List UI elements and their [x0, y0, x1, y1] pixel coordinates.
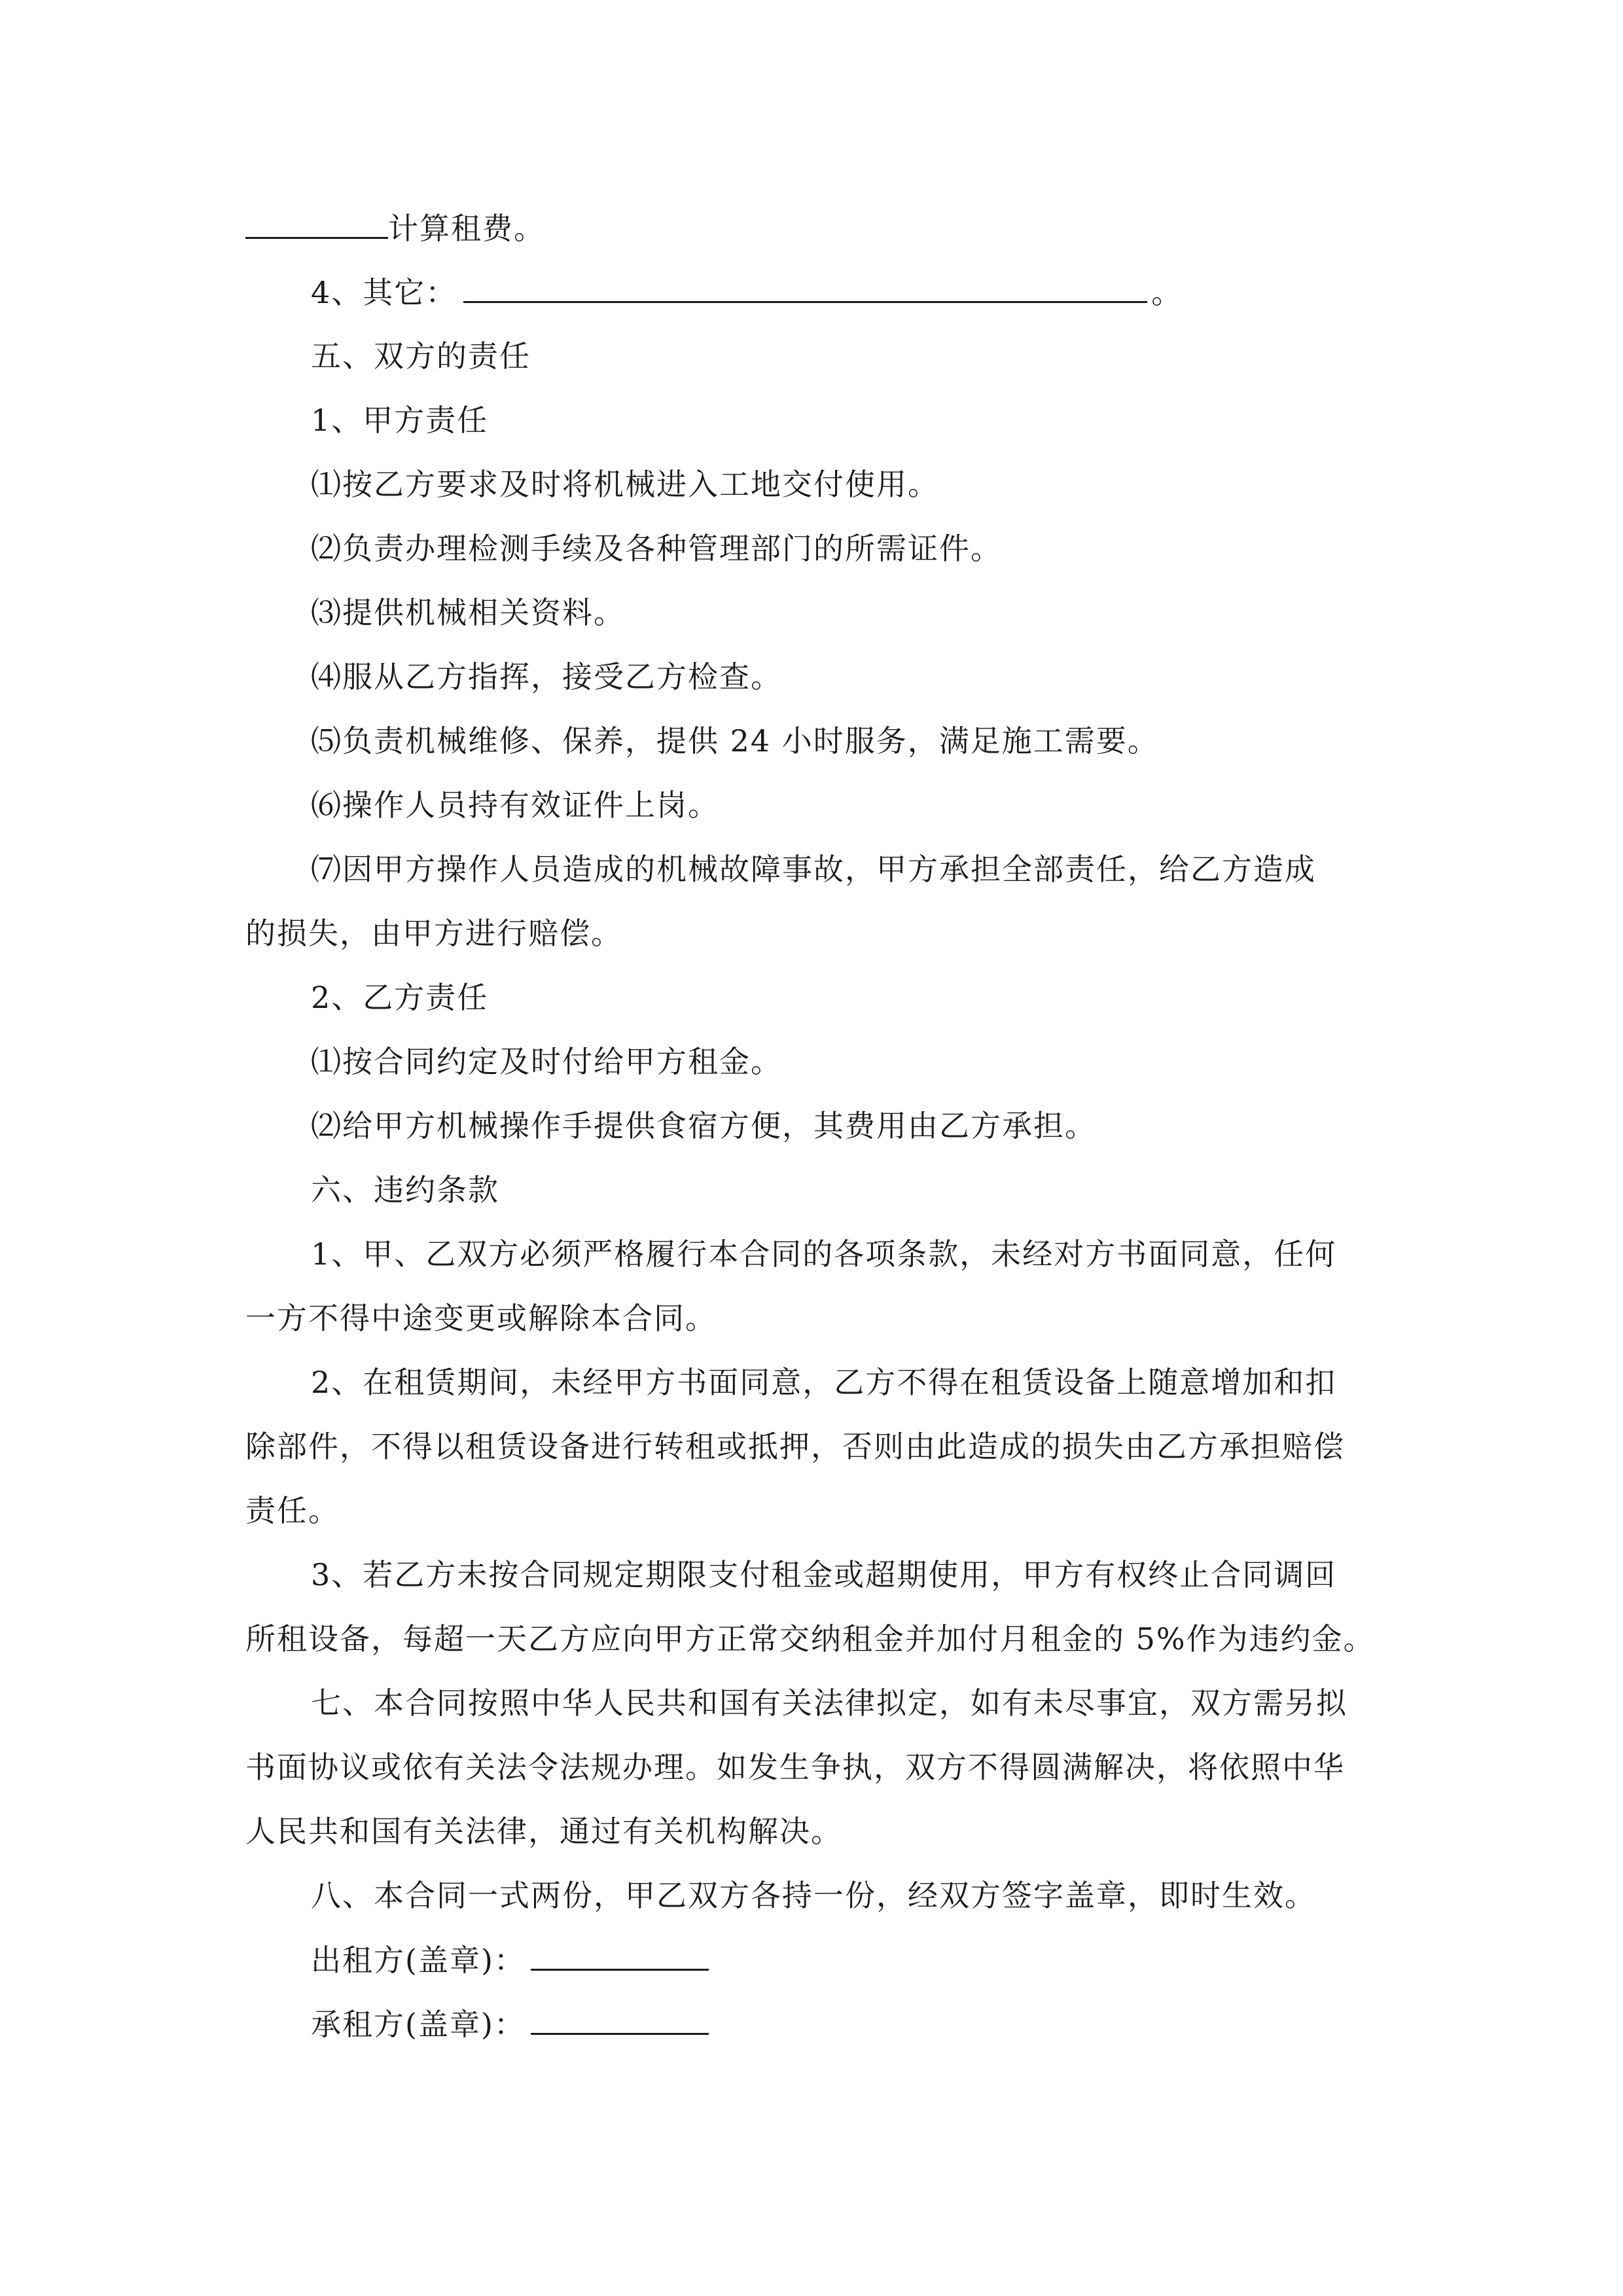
lessee-seal-label: 承租方(盖章)： [311, 2007, 526, 2042]
other-terms-period: 。 [1151, 275, 1183, 310]
breach-clause-1-cont: 一方不得中途变更或解除本合同。 [245, 1300, 717, 1336]
breach-clause-2-cont-2: 责任。 [245, 1493, 340, 1528]
other-terms-label: 4、其它： [311, 275, 457, 310]
party-b-duty-1: ⑴按合同约定及时付给甲方租金。 [311, 1044, 782, 1079]
party-a-duty-1: ⑴按乙方要求及时将机械进入工地交付使用。 [311, 467, 939, 502]
section-7-cont-1: 书面协议或依有关法令法规办理。如发生争执，双方不得圆满解决，将依照中华 [245, 1749, 1345, 1785]
party-a-duty-3: ⑶提供机械相关资料。 [311, 595, 625, 630]
rent-calc-line [245, 208, 1384, 248]
party-b-duty-2: ⑵给甲方机械操作手提供食宿方便，其费用由乙方承担。 [311, 1108, 1096, 1143]
party-a-duty-4: ⑷服从乙方指挥，接受乙方检查。 [311, 659, 782, 694]
party-a-duty-2: ⑵负责办理检测手续及各种管理部门的所需证件。 [311, 531, 1002, 566]
party-a-duty-5: ⑸负责机械维修、保养，提供 24 小时服务，满足施工需要。 [311, 723, 1159, 759]
rent-basis-blank[interactable] [245, 208, 388, 239]
section-5-heading: 五、双方的责任 [311, 338, 531, 374]
party-a-duty-7-cont: 的损失，由甲方进行赔偿。 [245, 916, 622, 951]
other-terms-blank[interactable] [463, 272, 1147, 303]
party-a-duty-6: ⑹操作人员持有效证件上岗。 [311, 787, 719, 823]
lessee-signature-line [311, 2004, 1450, 2044]
lessor-signature-blank[interactable] [531, 1940, 709, 1971]
section-7: 七、本合同按照中华人民共和国有关法律拟定，如有未尽事宜，双方需另拟 [311, 1685, 1347, 1721]
rent-calc-text: 计算租费。 [388, 211, 545, 246]
section-8: 八、本合同一式两份，甲乙双方各持一份，经双方签字盖章，即时生效。 [311, 1878, 1316, 1913]
breach-clause-1: 1、甲、乙双方必须严格履行本合同的各项条款，未经对方书面同意，任何 [311, 1236, 1337, 1272]
other-terms-line [311, 272, 1450, 312]
section-7-cont-2: 人民共和国有关法律，通过有关机构解决。 [245, 1814, 842, 1849]
breach-clause-2-cont-1: 除部件，不得以租赁设备进行转租或抵押，否则由此造成的损失由乙方承担赔偿 [245, 1429, 1345, 1464]
party-a-duty-7: ⑺因甲方操作人员造成的机械故障事故，甲方承担全部责任，给乙方造成 [311, 852, 1316, 887]
breach-clause-2: 2、在租赁期间，未经甲方书面同意，乙方不得在租赁设备上随意增加和扣 [311, 1365, 1337, 1400]
lessee-signature-blank[interactable] [531, 2004, 709, 2035]
party-b-duties-heading: 2、乙方责任 [311, 980, 489, 1015]
lessor-seal-label: 出租方(盖章)： [311, 1943, 526, 1978]
breach-clause-3: 3、若乙方未按合同规定期限支付租金或超期使用，甲方有权终止合同调回 [311, 1557, 1337, 1592]
lessor-signature-line [311, 1940, 1450, 1980]
party-a-duties-heading: 1、甲方责任 [311, 403, 489, 438]
section-6-heading: 六、违约条款 [311, 1172, 499, 1208]
breach-clause-3-cont: 所租设备，每超一天乙方应向甲方正常交纳租金并加付月租金的 5%作为违约金。 [245, 1621, 1375, 1657]
